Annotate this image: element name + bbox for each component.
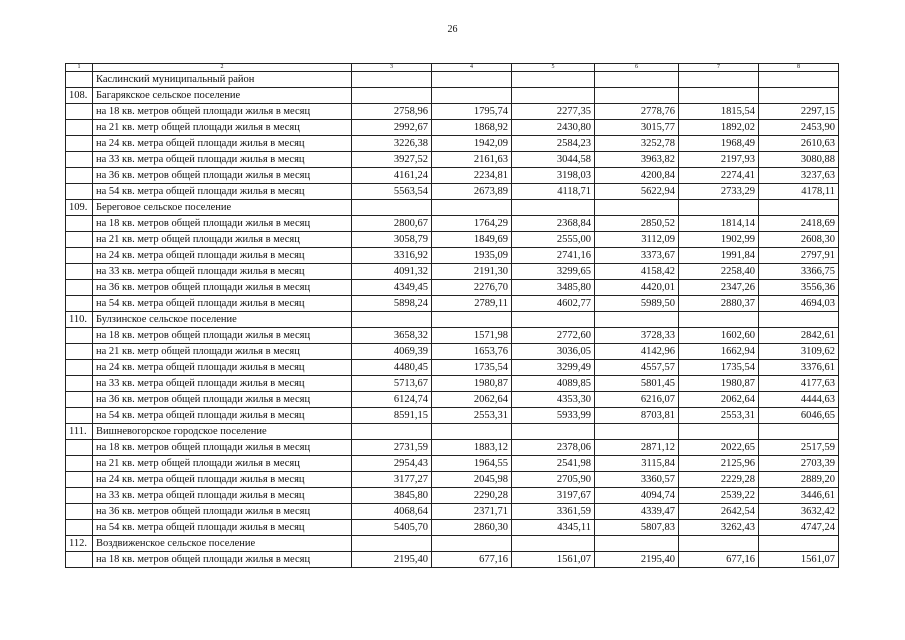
section-name: Вишневогорское городское поселение xyxy=(93,424,352,440)
empty-cell xyxy=(595,72,679,88)
section-name: Булзинское сельское поселение xyxy=(93,312,352,328)
rate-value: 3446,61 xyxy=(759,488,839,504)
rate-value: 2062,64 xyxy=(679,392,759,408)
rate-label: на 54 кв. метра общей площади жилья в месяц xyxy=(93,408,352,424)
rate-value: 4068,64 xyxy=(352,504,432,520)
rate-value: 2234,81 xyxy=(432,168,512,184)
empty-cell xyxy=(66,216,93,232)
rate-value: 2022,65 xyxy=(679,440,759,456)
rates-table-body xyxy=(66,64,839,568)
rate-value: 4345,11 xyxy=(512,520,595,536)
column-number: 2 xyxy=(93,64,352,72)
rate-value: 2797,91 xyxy=(759,248,839,264)
rate-value: 2195,40 xyxy=(352,552,432,568)
empty-cell xyxy=(679,200,759,216)
rate-value: 2741,16 xyxy=(512,248,595,264)
rate-value: 2800,67 xyxy=(352,216,432,232)
rate-value: 4349,45 xyxy=(352,280,432,296)
rate-value: 2371,71 xyxy=(432,504,512,520)
rate-value: 1902,99 xyxy=(679,232,759,248)
rate-value: 5989,50 xyxy=(595,296,679,312)
rate-value: 3845,80 xyxy=(352,488,432,504)
rate-value: 1935,09 xyxy=(432,248,512,264)
empty-cell xyxy=(66,344,93,360)
table-row xyxy=(66,264,839,280)
rate-value: 5801,45 xyxy=(595,376,679,392)
rate-value: 2368,84 xyxy=(512,216,595,232)
rate-value: 4480,45 xyxy=(352,360,432,376)
rate-value: 4142,96 xyxy=(595,344,679,360)
rate-value: 3036,05 xyxy=(512,344,595,360)
rate-value: 2954,43 xyxy=(352,456,432,472)
rate-value: 3316,92 xyxy=(352,248,432,264)
rates-table xyxy=(65,63,839,568)
rate-label: на 36 кв. метров общей площади жилья в месяц xyxy=(93,504,352,520)
rate-value: 1991,84 xyxy=(679,248,759,264)
section-number: 108. xyxy=(66,88,93,104)
rate-label: на 24 кв. метра общей площади жилья в месяц xyxy=(93,136,352,152)
empty-cell xyxy=(432,536,512,552)
empty-cell xyxy=(512,88,595,104)
rate-value: 3299,65 xyxy=(512,264,595,280)
rate-value: 3360,57 xyxy=(595,472,679,488)
rate-value: 2062,64 xyxy=(432,392,512,408)
column-number: 8 xyxy=(759,64,839,72)
table-row xyxy=(66,472,839,488)
rate-value: 4089,85 xyxy=(512,376,595,392)
empty-cell xyxy=(66,264,93,280)
table-row xyxy=(66,520,839,536)
rate-value: 3927,52 xyxy=(352,152,432,168)
rate-value: 8591,15 xyxy=(352,408,432,424)
empty-cell xyxy=(66,232,93,248)
rate-label: на 33 кв. метра общей площади жилья в месяц xyxy=(93,264,352,280)
rate-value: 2705,90 xyxy=(512,472,595,488)
section-number: 112. xyxy=(66,536,93,552)
rate-value: 1815,54 xyxy=(679,104,759,120)
empty-cell xyxy=(352,72,432,88)
empty-cell xyxy=(66,504,93,520)
rate-value: 2378,06 xyxy=(512,440,595,456)
empty-cell xyxy=(432,312,512,328)
rate-value: 2453,90 xyxy=(759,120,839,136)
rate-value: 4444,63 xyxy=(759,392,839,408)
rate-value: 5622,94 xyxy=(595,184,679,200)
table-row xyxy=(66,232,839,248)
rate-value: 1849,69 xyxy=(432,232,512,248)
rate-label: на 21 кв. метр общей площади жилья в месяц xyxy=(93,232,352,248)
table-row xyxy=(66,296,839,312)
rate-value: 1883,12 xyxy=(432,440,512,456)
rate-value: 3262,43 xyxy=(679,520,759,536)
empty-cell xyxy=(66,184,93,200)
empty-cell xyxy=(679,424,759,440)
rate-value: 2541,98 xyxy=(512,456,595,472)
rate-value: 4200,84 xyxy=(595,168,679,184)
empty-cell xyxy=(66,488,93,504)
rate-value: 2297,15 xyxy=(759,104,839,120)
rate-value: 2277,35 xyxy=(512,104,595,120)
empty-cell xyxy=(66,72,93,88)
empty-cell xyxy=(66,440,93,456)
column-number: 7 xyxy=(679,64,759,72)
empty-cell xyxy=(759,72,839,88)
empty-cell xyxy=(432,200,512,216)
rate-label: на 33 кв. метра общей площади жилья в месяц xyxy=(93,152,352,168)
rate-value: 4118,71 xyxy=(512,184,595,200)
column-number: 5 xyxy=(512,64,595,72)
rate-label: на 36 кв. метров общей площади жилья в месяц xyxy=(93,280,352,296)
rate-value: 677,16 xyxy=(679,552,759,568)
section-number: 110. xyxy=(66,312,93,328)
empty-cell xyxy=(595,312,679,328)
empty-cell xyxy=(595,200,679,216)
empty-cell xyxy=(66,472,93,488)
section-number: 111. xyxy=(66,424,93,440)
rate-value: 5807,83 xyxy=(595,520,679,536)
rate-label: на 54 кв. метра общей площади жилья в месяц xyxy=(93,296,352,312)
rate-value: 3299,49 xyxy=(512,360,595,376)
rate-value: 1571,98 xyxy=(432,328,512,344)
rate-value: 1602,60 xyxy=(679,328,759,344)
empty-cell xyxy=(66,360,93,376)
rate-value: 3080,88 xyxy=(759,152,839,168)
table-row xyxy=(66,456,839,472)
section-number: 109. xyxy=(66,200,93,216)
rate-value: 1561,07 xyxy=(759,552,839,568)
rate-label: на 21 кв. метр общей площади жилья в месяц xyxy=(93,344,352,360)
rate-value: 3058,79 xyxy=(352,232,432,248)
rate-label: на 18 кв. метров общей площади жилья в месяц xyxy=(93,104,352,120)
rate-value: 5563,54 xyxy=(352,184,432,200)
table-row xyxy=(66,248,839,264)
rate-value: 3015,77 xyxy=(595,120,679,136)
rate-value: 1892,02 xyxy=(679,120,759,136)
rate-value: 2584,23 xyxy=(512,136,595,152)
section-header-row xyxy=(66,536,839,552)
page-number: 26 xyxy=(447,24,458,35)
section-header-row xyxy=(66,424,839,440)
empty-cell xyxy=(679,72,759,88)
empty-cell xyxy=(759,536,839,552)
rate-label: на 18 кв. метров общей площади жилья в месяц xyxy=(93,440,352,456)
table-row xyxy=(66,168,839,184)
empty-cell xyxy=(66,296,93,312)
rate-value: 2274,41 xyxy=(679,168,759,184)
rate-label: на 21 кв. метр общей площади жилья в месяц xyxy=(93,120,352,136)
section-name: Воздвиженское сельское поселение xyxy=(93,536,352,552)
empty-cell xyxy=(66,168,93,184)
rate-value: 1561,07 xyxy=(512,552,595,568)
rate-value: 1662,94 xyxy=(679,344,759,360)
rate-label: на 21 кв. метр общей площади жилья в месяц xyxy=(93,456,352,472)
rate-label: на 54 кв. метра общей площади жилья в месяц xyxy=(93,520,352,536)
rate-value: 1814,14 xyxy=(679,216,759,232)
rate-label: на 33 кв. метра общей площади жилья в месяц xyxy=(93,376,352,392)
rate-value: 2871,12 xyxy=(595,440,679,456)
rate-value: 2539,22 xyxy=(679,488,759,504)
empty-cell xyxy=(595,88,679,104)
rate-value: 1868,92 xyxy=(432,120,512,136)
rate-value: 2195,40 xyxy=(595,552,679,568)
rate-value: 1795,74 xyxy=(432,104,512,120)
empty-cell xyxy=(66,328,93,344)
rate-value: 3658,32 xyxy=(352,328,432,344)
rate-value: 2517,59 xyxy=(759,440,839,456)
rate-value: 2789,11 xyxy=(432,296,512,312)
district-header-row xyxy=(66,72,839,88)
empty-cell xyxy=(595,536,679,552)
empty-cell xyxy=(66,104,93,120)
rate-value: 3728,33 xyxy=(595,328,679,344)
rate-value: 3198,03 xyxy=(512,168,595,184)
empty-cell xyxy=(66,248,93,264)
rate-value: 2642,54 xyxy=(679,504,759,520)
rate-value: 4747,24 xyxy=(759,520,839,536)
rate-value: 2553,31 xyxy=(432,408,512,424)
rate-value: 5933,99 xyxy=(512,408,595,424)
table-row xyxy=(66,136,839,152)
rate-value: 2430,80 xyxy=(512,120,595,136)
rate-value: 4091,32 xyxy=(352,264,432,280)
rate-value: 2673,89 xyxy=(432,184,512,200)
empty-cell xyxy=(66,136,93,152)
rate-value: 1980,87 xyxy=(432,376,512,392)
rate-value: 2772,60 xyxy=(512,328,595,344)
rate-value: 2347,26 xyxy=(679,280,759,296)
rate-value: 2258,40 xyxy=(679,264,759,280)
rate-label: на 36 кв. метров общей площади жилья в месяц xyxy=(93,168,352,184)
rate-value: 3373,67 xyxy=(595,248,679,264)
rate-value: 4094,74 xyxy=(595,488,679,504)
rate-value: 2703,39 xyxy=(759,456,839,472)
column-number: 6 xyxy=(595,64,679,72)
empty-cell xyxy=(432,72,512,88)
rate-value: 4177,63 xyxy=(759,376,839,392)
rate-value: 6216,07 xyxy=(595,392,679,408)
rate-value: 4602,77 xyxy=(512,296,595,312)
rate-value: 2610,63 xyxy=(759,136,839,152)
table-row xyxy=(66,216,839,232)
rate-value: 5898,24 xyxy=(352,296,432,312)
rate-value: 2045,98 xyxy=(432,472,512,488)
rate-value: 1968,49 xyxy=(679,136,759,152)
rate-value: 4339,47 xyxy=(595,504,679,520)
rate-value: 3376,61 xyxy=(759,360,839,376)
rate-value: 3044,58 xyxy=(512,152,595,168)
section-name: Багарякское сельское поселение xyxy=(93,88,352,104)
rate-value: 3361,59 xyxy=(512,504,595,520)
table-row xyxy=(66,440,839,456)
table-row xyxy=(66,376,839,392)
table-row xyxy=(66,392,839,408)
rate-value: 2290,28 xyxy=(432,488,512,504)
rate-value: 2880,37 xyxy=(679,296,759,312)
rate-label: на 24 кв. метра общей площади жилья в месяц xyxy=(93,360,352,376)
rate-value: 2197,93 xyxy=(679,152,759,168)
column-number-row xyxy=(66,64,839,72)
table-row xyxy=(66,488,839,504)
rate-value: 2733,29 xyxy=(679,184,759,200)
column-number: 1 xyxy=(66,64,93,72)
rate-value: 1980,87 xyxy=(679,376,759,392)
rate-value: 2161,63 xyxy=(432,152,512,168)
section-header-row xyxy=(66,88,839,104)
rate-value: 2553,31 xyxy=(679,408,759,424)
rate-value: 2608,30 xyxy=(759,232,839,248)
rate-value: 3556,36 xyxy=(759,280,839,296)
table-row xyxy=(66,328,839,344)
column-number: 4 xyxy=(432,64,512,72)
rate-value: 1735,54 xyxy=(679,360,759,376)
rate-value: 4158,42 xyxy=(595,264,679,280)
rate-value: 1735,54 xyxy=(432,360,512,376)
empty-cell xyxy=(352,200,432,216)
district-name: Каслинский муниципальный район xyxy=(93,72,352,88)
rate-label: на 24 кв. метра общей площади жилья в месяц xyxy=(93,472,352,488)
column-number: 3 xyxy=(352,64,432,72)
rate-value: 4069,39 xyxy=(352,344,432,360)
rate-value: 3226,38 xyxy=(352,136,432,152)
empty-cell xyxy=(66,456,93,472)
rate-value: 2555,00 xyxy=(512,232,595,248)
rate-label: на 18 кв. метров общей площади жилья в месяц xyxy=(93,552,352,568)
empty-cell xyxy=(512,312,595,328)
rate-value: 6124,74 xyxy=(352,392,432,408)
rate-value: 2850,52 xyxy=(595,216,679,232)
empty-cell xyxy=(66,520,93,536)
empty-cell xyxy=(432,424,512,440)
empty-cell xyxy=(512,72,595,88)
rate-value: 5713,67 xyxy=(352,376,432,392)
section-header-row xyxy=(66,200,839,216)
rate-value: 1964,55 xyxy=(432,456,512,472)
rate-label: на 18 кв. метров общей площади жилья в месяц xyxy=(93,328,352,344)
table-row xyxy=(66,120,839,136)
rate-value: 3197,67 xyxy=(512,488,595,504)
empty-cell xyxy=(679,536,759,552)
rate-value: 4694,03 xyxy=(759,296,839,312)
table-row xyxy=(66,504,839,520)
rate-label: на 54 кв. метра общей площади жилья в месяц xyxy=(93,184,352,200)
rate-value: 1653,76 xyxy=(432,344,512,360)
rate-value: 3366,75 xyxy=(759,264,839,280)
rate-value: 3632,42 xyxy=(759,504,839,520)
rate-label: на 36 кв. метров общей площади жилья в месяц xyxy=(93,392,352,408)
empty-cell xyxy=(66,120,93,136)
empty-cell xyxy=(66,376,93,392)
empty-cell xyxy=(66,152,93,168)
rate-value: 2778,76 xyxy=(595,104,679,120)
rate-value: 2418,69 xyxy=(759,216,839,232)
empty-cell xyxy=(66,392,93,408)
rate-value: 3237,63 xyxy=(759,168,839,184)
rate-label: на 24 кв. метра общей площади жилья в месяц xyxy=(93,248,352,264)
rate-value: 3963,82 xyxy=(595,152,679,168)
rate-value: 677,16 xyxy=(432,552,512,568)
empty-cell xyxy=(759,424,839,440)
rate-value: 3112,09 xyxy=(595,232,679,248)
empty-cell xyxy=(432,88,512,104)
rate-value: 4161,24 xyxy=(352,168,432,184)
empty-cell xyxy=(679,88,759,104)
section-header-row xyxy=(66,312,839,328)
table-row xyxy=(66,104,839,120)
rate-label: на 33 кв. метра общей площади жилья в месяц xyxy=(93,488,352,504)
empty-cell xyxy=(352,312,432,328)
rate-value: 2191,30 xyxy=(432,264,512,280)
rate-value: 1942,09 xyxy=(432,136,512,152)
rate-value: 1764,29 xyxy=(432,216,512,232)
rate-value: 3177,27 xyxy=(352,472,432,488)
rate-value: 3115,84 xyxy=(595,456,679,472)
table-row xyxy=(66,552,839,568)
rate-value: 5405,70 xyxy=(352,520,432,536)
empty-cell xyxy=(759,312,839,328)
table-row xyxy=(66,184,839,200)
empty-cell xyxy=(595,424,679,440)
table-row xyxy=(66,280,839,296)
empty-cell xyxy=(759,88,839,104)
rate-value: 6046,65 xyxy=(759,408,839,424)
rate-value: 3252,78 xyxy=(595,136,679,152)
rate-value: 2992,67 xyxy=(352,120,432,136)
empty-cell xyxy=(352,424,432,440)
rate-value: 3109,62 xyxy=(759,344,839,360)
empty-cell xyxy=(66,408,93,424)
rate-value: 4420,01 xyxy=(595,280,679,296)
rate-value: 2758,96 xyxy=(352,104,432,120)
empty-cell xyxy=(512,424,595,440)
rate-label: на 18 кв. метров общей площади жилья в месяц xyxy=(93,216,352,232)
table-row xyxy=(66,360,839,376)
empty-cell xyxy=(66,280,93,296)
empty-cell xyxy=(352,536,432,552)
table-row xyxy=(66,344,839,360)
rate-value: 2842,61 xyxy=(759,328,839,344)
empty-cell xyxy=(66,552,93,568)
table-row xyxy=(66,152,839,168)
rate-value: 2860,30 xyxy=(432,520,512,536)
empty-cell xyxy=(352,88,432,104)
rate-value: 2229,28 xyxy=(679,472,759,488)
empty-cell xyxy=(759,200,839,216)
rate-value: 8703,81 xyxy=(595,408,679,424)
rate-value: 2889,20 xyxy=(759,472,839,488)
empty-cell xyxy=(512,200,595,216)
rate-value: 4178,11 xyxy=(759,184,839,200)
section-name: Береговое сельское поселение xyxy=(93,200,352,216)
rate-value: 3485,80 xyxy=(512,280,595,296)
rate-value: 4353,30 xyxy=(512,392,595,408)
empty-cell xyxy=(512,536,595,552)
rate-value: 2731,59 xyxy=(352,440,432,456)
rate-value: 4557,57 xyxy=(595,360,679,376)
table-row xyxy=(66,408,839,424)
empty-cell xyxy=(679,312,759,328)
rate-value: 2276,70 xyxy=(432,280,512,296)
rate-value: 2125,96 xyxy=(679,456,759,472)
